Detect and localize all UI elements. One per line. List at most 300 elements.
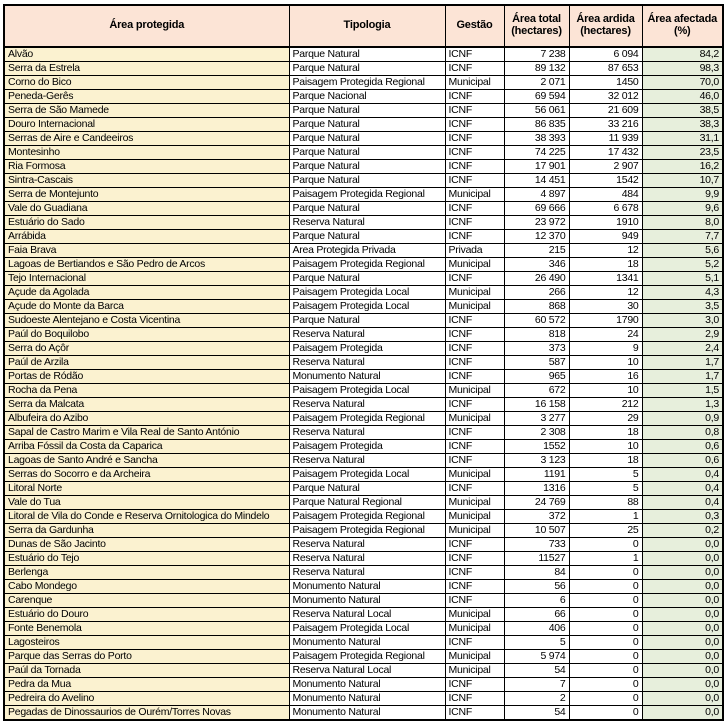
gestao-cell: ICNF [445, 398, 504, 412]
area-total-cell: 89 132 [504, 62, 569, 76]
tipologia-cell: Paisagem Protegida Regional [289, 650, 445, 664]
table-row [4, 300, 723, 314]
table-row [4, 538, 723, 552]
table-row [4, 580, 723, 594]
area-ardida-cell: 12 [569, 286, 642, 300]
table-row [4, 510, 723, 524]
area-ardida-cell: 0 [569, 538, 642, 552]
table-row [4, 636, 723, 650]
tipologia-cell: Paisagem Protegida Local [289, 300, 445, 314]
tipologia-cell: Reserva Natural [289, 398, 445, 412]
area-protegida-cell: Fonte Benemola [4, 622, 289, 636]
area-ardida-cell: 1 [569, 552, 642, 566]
area-protegida-cell: Faia Brava [4, 244, 289, 258]
tipologia-cell: Monumento Natural [289, 370, 445, 384]
table-row [4, 62, 723, 76]
area-afectada-cell: 0,4 [642, 468, 723, 482]
area-total-cell: 372 [504, 510, 569, 524]
area-total-cell: 56 [504, 580, 569, 594]
area-total-cell: 3 123 [504, 454, 569, 468]
table-row [4, 230, 723, 244]
area-protegida-cell: Parque das Serras do Porto [4, 650, 289, 664]
area-total-cell: 74 225 [504, 146, 569, 160]
area-total-cell: 86 835 [504, 118, 569, 132]
gestao-cell: Municipal [445, 468, 504, 482]
tipologia-cell: Monumento Natural [289, 706, 445, 721]
table-row [4, 160, 723, 174]
table-row [4, 524, 723, 538]
area-afectada-cell: 5,6 [642, 244, 723, 258]
area-ardida-cell: 1 [569, 510, 642, 524]
area-ardida-cell: 10 [569, 440, 642, 454]
area-afectada-cell: 0,4 [642, 496, 723, 510]
area-afectada-cell: 8,0 [642, 216, 723, 230]
gestao-cell: Municipal [445, 622, 504, 636]
table-row [4, 608, 723, 622]
area-protegida-cell: Berlenga [4, 566, 289, 580]
tipologia-cell: Parque Natural [289, 314, 445, 328]
area-total-cell: 69 666 [504, 202, 569, 216]
tipologia-cell: Parque Natural [289, 482, 445, 496]
area-ardida-cell: 0 [569, 580, 642, 594]
area-ardida-cell: 1542 [569, 174, 642, 188]
area-protegida-cell: Litoral Norte [4, 482, 289, 496]
tipologia-cell: Parque Natural [289, 174, 445, 188]
table-row [4, 174, 723, 188]
tipologia-cell: Paisagem Protegida Regional [289, 76, 445, 90]
area-protegida-cell: Pedra da Mua [4, 678, 289, 692]
tipologia-cell: Parque Natural [289, 272, 445, 286]
gestao-cell: ICNF [445, 356, 504, 370]
area-afectada-cell: 0,0 [642, 664, 723, 678]
area-ardida-cell: 87 653 [569, 62, 642, 76]
area-afectada-cell: 0,6 [642, 454, 723, 468]
area-ardida-cell: 0 [569, 692, 642, 706]
area-protegida-cell: Lagoas de Santo André e Sancha [4, 454, 289, 468]
area-ardida-cell: 25 [569, 524, 642, 538]
gestao-cell: ICNF [445, 160, 504, 174]
table-row [4, 426, 723, 440]
table-header [4, 5, 723, 47]
tipologia-cell: Parque Natural [289, 132, 445, 146]
area-ardida-cell: 21 609 [569, 104, 642, 118]
gestao-cell: Municipal [445, 664, 504, 678]
area-afectada-cell: 2,4 [642, 342, 723, 356]
area-protegida-cell: Serras do Socorro e da Archeira [4, 468, 289, 482]
area-total-cell: 16 158 [504, 398, 569, 412]
table-row [4, 454, 723, 468]
gestao-cell: Municipal [445, 188, 504, 202]
area-afectada-cell: 23,5 [642, 146, 723, 160]
table-row [4, 76, 723, 90]
area-total-cell: 7 [504, 678, 569, 692]
gestao-cell: Privada [445, 244, 504, 258]
area-afectada-cell: 1,3 [642, 398, 723, 412]
area-protegida-cell: Paúl da Tornada [4, 664, 289, 678]
gestao-cell: ICNF [445, 636, 504, 650]
gestao-cell: ICNF [445, 538, 504, 552]
table-row [4, 468, 723, 482]
area-protegida-cell: Pedreira do Avelino [4, 692, 289, 706]
area-afectada-cell: 4,3 [642, 286, 723, 300]
area-ardida-cell: 1450 [569, 76, 642, 90]
area-protegida-cell: Serra da Gardunha [4, 524, 289, 538]
area-ardida-cell: 9 [569, 342, 642, 356]
area-total-cell: 2 071 [504, 76, 569, 90]
area-afectada-cell: 0,6 [642, 440, 723, 454]
area-afectada-cell: 0,8 [642, 426, 723, 440]
table-row [4, 356, 723, 370]
area-ardida-cell: 0 [569, 608, 642, 622]
gestao-cell: ICNF [445, 216, 504, 230]
gestao-cell: ICNF [445, 230, 504, 244]
tipologia-cell: Reserva Natural [289, 454, 445, 468]
area-protegida-cell: Estuário do Sado [4, 216, 289, 230]
area-protegida-cell: Litoral de Vila do Conde e Reserva Ornitologica do Mindelo [4, 510, 289, 524]
area-afectada-cell: 5,1 [642, 272, 723, 286]
area-protegida-cell: Tejo Internacional [4, 272, 289, 286]
tipologia-cell: Parque Natural [289, 202, 445, 216]
area-total-cell: 84 [504, 566, 569, 580]
area-ardida-cell: 29 [569, 412, 642, 426]
area-total-cell: 69 594 [504, 90, 569, 104]
area-afectada-cell: 0,0 [642, 552, 723, 566]
area-ardida-cell: 16 [569, 370, 642, 384]
area-afectada-cell: 0,0 [642, 594, 723, 608]
tipologia-cell: Paisagem Protegida Regional [289, 258, 445, 272]
gestao-cell: ICNF [445, 426, 504, 440]
area-ardida-cell: 12 [569, 244, 642, 258]
gestao-cell: ICNF [445, 47, 504, 62]
area-afectada-cell: 7,7 [642, 230, 723, 244]
table-row [4, 146, 723, 160]
area-ardida-cell: 10 [569, 356, 642, 370]
gestao-cell: ICNF [445, 482, 504, 496]
gestao-cell: Municipal [445, 76, 504, 90]
area-total-cell: 346 [504, 258, 569, 272]
tipologia-cell: Parque Natural [289, 160, 445, 174]
area-total-cell: 60 572 [504, 314, 569, 328]
gestao-cell: ICNF [445, 132, 504, 146]
tipologia-cell: Reserva Natural [289, 216, 445, 230]
table-row [4, 104, 723, 118]
gestao-cell: Municipal [445, 300, 504, 314]
area-ardida-cell: 0 [569, 650, 642, 664]
header-row [4, 5, 723, 47]
area-ardida-cell: 212 [569, 398, 642, 412]
area-protegida-cell: Dunas de São Jacinto [4, 538, 289, 552]
table-row [4, 258, 723, 272]
area-protegida-cell: Carenque [4, 594, 289, 608]
area-protegida-cell: Lagosteiros [4, 636, 289, 650]
tipologia-cell: Parque Natural [289, 118, 445, 132]
area-ardida-cell: 1790 [569, 314, 642, 328]
area-total-cell: 1316 [504, 482, 569, 496]
area-afectada-cell: 0,4 [642, 482, 723, 496]
tipologia-cell: Paisagem Protegida Local [289, 468, 445, 482]
tipologia-cell: Paisagem Protegida Regional [289, 524, 445, 538]
gestao-cell: Municipal [445, 384, 504, 398]
gestao-cell: ICNF [445, 202, 504, 216]
area-protegida-cell: Açude da Agolada [4, 286, 289, 300]
area-total-cell: 266 [504, 286, 569, 300]
area-afectada-cell: 9,6 [642, 202, 723, 216]
gestao-cell: ICNF [445, 90, 504, 104]
area-total-cell: 215 [504, 244, 569, 258]
gestao-cell: ICNF [445, 328, 504, 342]
table-row [4, 342, 723, 356]
area-protegida-cell: Paúl de Arzila [4, 356, 289, 370]
table-row [4, 47, 723, 62]
gestao-cell: ICNF [445, 104, 504, 118]
table-row [4, 440, 723, 454]
area-afectada-cell: 38,3 [642, 118, 723, 132]
area-total-cell: 6 [504, 594, 569, 608]
area-total-cell: 1552 [504, 440, 569, 454]
area-total-cell: 587 [504, 356, 569, 370]
area-protegida-cell: Sapal de Castro Marim e Vila Real de Santo António [4, 426, 289, 440]
tipologia-cell: Paisagem Protegida [289, 342, 445, 356]
area-ardida-cell: 32 012 [569, 90, 642, 104]
area-ardida-cell: 88 [569, 496, 642, 510]
table-row [4, 664, 723, 678]
tipologia-cell: Paisagem Protegida Local [289, 384, 445, 398]
area-ardida-cell: 0 [569, 664, 642, 678]
tipologia-cell: Monumento Natural [289, 678, 445, 692]
area-ardida-cell: 18 [569, 454, 642, 468]
gestao-cell: Municipal [445, 286, 504, 300]
area-total-cell: 5 [504, 636, 569, 650]
tipologia-cell: Reserva Natural [289, 566, 445, 580]
area-protegida-cell: Cabo Mondego [4, 580, 289, 594]
gestao-cell: ICNF [445, 454, 504, 468]
tipologia-cell: Parque Nacional [289, 90, 445, 104]
table-row [4, 566, 723, 580]
area-protegida-cell: Lagoas de Bertiandos e São Pedro de Arcos [4, 258, 289, 272]
area-ardida-cell: 6 094 [569, 47, 642, 62]
gestao-cell: ICNF [445, 118, 504, 132]
area-afectada-cell: 9,9 [642, 188, 723, 202]
tipologia-cell: Monumento Natural [289, 580, 445, 594]
area-ardida-cell: 18 [569, 426, 642, 440]
table-row [4, 496, 723, 510]
area-total-cell: 14 451 [504, 174, 569, 188]
area-protegida-cell: Estuário do Douro [4, 608, 289, 622]
area-afectada-cell: 31,1 [642, 132, 723, 146]
area-afectada-cell: 0,3 [642, 510, 723, 524]
table-row [4, 552, 723, 566]
area-protegida-cell: Corno do Bico [4, 76, 289, 90]
area-protegida-cell: Arrábida [4, 230, 289, 244]
area-ardida-cell: 6 678 [569, 202, 642, 216]
area-protegida-cell: Ria Formosa [4, 160, 289, 174]
area-afectada-cell: 0,0 [642, 678, 723, 692]
tipologia-cell: Reserva Natural [289, 552, 445, 566]
area-afectada-cell: 0,0 [642, 538, 723, 552]
area-afectada-cell: 0,0 [642, 650, 723, 664]
table-row [4, 202, 723, 216]
tipologia-cell: Monumento Natural [289, 692, 445, 706]
area-afectada-cell: 38,5 [642, 104, 723, 118]
gestao-cell: ICNF [445, 580, 504, 594]
area-afectada-cell: 1,7 [642, 370, 723, 384]
area-protegida-cell: Serras de Aire e Candeeiros [4, 132, 289, 146]
area-total-cell: 23 972 [504, 216, 569, 230]
area-afectada-cell: 70,0 [642, 76, 723, 90]
area-afectada-cell: 98,3 [642, 62, 723, 76]
area-total-cell: 54 [504, 664, 569, 678]
area-afectada-cell: 1,5 [642, 384, 723, 398]
col-header-gestao: Gestão [445, 5, 504, 47]
area-protegida-cell: Pegadas de Dinossaurios de Ourém/Torres Novas [4, 706, 289, 721]
tipologia-cell: Paisagem Protegida Regional [289, 510, 445, 524]
area-afectada-cell: 16,2 [642, 160, 723, 174]
area-afectada-cell: 0,2 [642, 524, 723, 538]
table-row [4, 678, 723, 692]
tipologia-cell: Monumento Natural [289, 636, 445, 650]
area-protegida-cell: Portas de Ródão [4, 370, 289, 384]
area-total-cell: 3 277 [504, 412, 569, 426]
area-afectada-cell: 0,0 [642, 566, 723, 580]
table-row [4, 706, 723, 721]
table-row [4, 216, 723, 230]
area-protegida-cell: Montesinho [4, 146, 289, 160]
area-total-cell: 17 901 [504, 160, 569, 174]
gestao-cell: Municipal [445, 412, 504, 426]
gestao-cell: Municipal [445, 608, 504, 622]
tipologia-cell: Reserva Natural [289, 538, 445, 552]
area-protegida-cell: Rocha da Pena [4, 384, 289, 398]
gestao-cell: ICNF [445, 370, 504, 384]
col-header-area-ardida: Área ardida (hectares) [569, 5, 642, 47]
area-ardida-cell: 30 [569, 300, 642, 314]
gestao-cell: ICNF [445, 678, 504, 692]
area-protegida-cell: Paúl do Boquilobo [4, 328, 289, 342]
area-total-cell: 2 [504, 692, 569, 706]
gestao-cell: ICNF [445, 62, 504, 76]
area-total-cell: 66 [504, 608, 569, 622]
area-total-cell: 56 061 [504, 104, 569, 118]
tipologia-cell: Paisagem Protegida Local [289, 286, 445, 300]
table-row [4, 188, 723, 202]
table-row [4, 314, 723, 328]
tipologia-cell: Paisagem Protegida Regional [289, 188, 445, 202]
tipologia-cell: Reserva Natural [289, 328, 445, 342]
area-ardida-cell: 5 [569, 482, 642, 496]
area-protegida-cell: Serra do Açôr [4, 342, 289, 356]
area-afectada-cell: 3,0 [642, 314, 723, 328]
area-total-cell: 11527 [504, 552, 569, 566]
area-ardida-cell: 0 [569, 678, 642, 692]
area-protegida-cell: Estuário do Tejo [4, 552, 289, 566]
gestao-cell: ICNF [445, 594, 504, 608]
area-afectada-cell: 0,0 [642, 608, 723, 622]
area-afectada-cell: 0,0 [642, 692, 723, 706]
area-total-cell: 24 769 [504, 496, 569, 510]
col-header-area-protegida: Área protegida [4, 5, 289, 47]
area-protegida-cell: Serra da Malcata [4, 398, 289, 412]
col-header-area-afectada: Área afectada (%) [642, 5, 723, 47]
gestao-cell: ICNF [445, 146, 504, 160]
tipologia-cell: Reserva Natural [289, 426, 445, 440]
area-ardida-cell: 0 [569, 594, 642, 608]
area-protegida-cell: Sudoeste Alentejano e Costa Vicentina [4, 314, 289, 328]
area-ardida-cell: 24 [569, 328, 642, 342]
gestao-cell: ICNF [445, 342, 504, 356]
area-ardida-cell: 11 939 [569, 132, 642, 146]
area-protegida-cell: Albufeira do Azibo [4, 412, 289, 426]
table-row [4, 272, 723, 286]
area-total-cell: 406 [504, 622, 569, 636]
area-ardida-cell: 0 [569, 636, 642, 650]
table-row [4, 594, 723, 608]
table-row [4, 412, 723, 426]
area-ardida-cell: 10 [569, 384, 642, 398]
table-row [4, 118, 723, 132]
area-afectada-cell: 0,0 [642, 706, 723, 721]
area-ardida-cell: 0 [569, 622, 642, 636]
tipologia-cell: Parque Natural [289, 62, 445, 76]
tipologia-cell: Parque Natural Regional [289, 496, 445, 510]
area-afectada-cell: 5,2 [642, 258, 723, 272]
area-afectada-cell: 0,0 [642, 580, 723, 594]
area-afectada-cell: 10,7 [642, 174, 723, 188]
tipologia-cell: Paisagem Protegida [289, 440, 445, 454]
area-total-cell: 1191 [504, 468, 569, 482]
area-total-cell: 672 [504, 384, 569, 398]
area-total-cell: 965 [504, 370, 569, 384]
table-row [4, 650, 723, 664]
area-protegida-cell: Peneda-Gerês [4, 90, 289, 104]
area-total-cell: 5 974 [504, 650, 569, 664]
gestao-cell: ICNF [445, 314, 504, 328]
gestao-cell: ICNF [445, 552, 504, 566]
area-total-cell: 10 507 [504, 524, 569, 538]
area-total-cell: 868 [504, 300, 569, 314]
area-ardida-cell: 484 [569, 188, 642, 202]
table-row [4, 132, 723, 146]
area-ardida-cell: 33 216 [569, 118, 642, 132]
area-afectada-cell: 3,5 [642, 300, 723, 314]
table-row [4, 328, 723, 342]
gestao-cell: Municipal [445, 524, 504, 538]
area-afectada-cell: 1,7 [642, 356, 723, 370]
gestao-cell: Municipal [445, 496, 504, 510]
tipologia-cell: Monumento Natural [289, 594, 445, 608]
table-row [4, 370, 723, 384]
area-total-cell: 26 490 [504, 272, 569, 286]
tipologia-cell: Reserva Natural Local [289, 664, 445, 678]
area-protegida-cell: Vale do Guadiana [4, 202, 289, 216]
area-ardida-cell: 949 [569, 230, 642, 244]
table-row [4, 482, 723, 496]
area-total-cell: 373 [504, 342, 569, 356]
area-ardida-cell: 5 [569, 468, 642, 482]
table-row [4, 286, 723, 300]
tipologia-cell: Parque Natural [289, 146, 445, 160]
area-afectada-cell: 84,2 [642, 47, 723, 62]
gestao-cell: ICNF [445, 706, 504, 721]
gestao-cell: ICNF [445, 174, 504, 188]
tipologia-cell: Area Protegida Privada [289, 244, 445, 258]
area-protegida-cell: Açude do Monte da Barca [4, 300, 289, 314]
col-header-area-total: Área total (hectares) [504, 5, 569, 47]
table-row [4, 90, 723, 104]
gestao-cell: ICNF [445, 692, 504, 706]
area-total-cell: 733 [504, 538, 569, 552]
gestao-cell: ICNF [445, 272, 504, 286]
area-total-cell: 12 370 [504, 230, 569, 244]
